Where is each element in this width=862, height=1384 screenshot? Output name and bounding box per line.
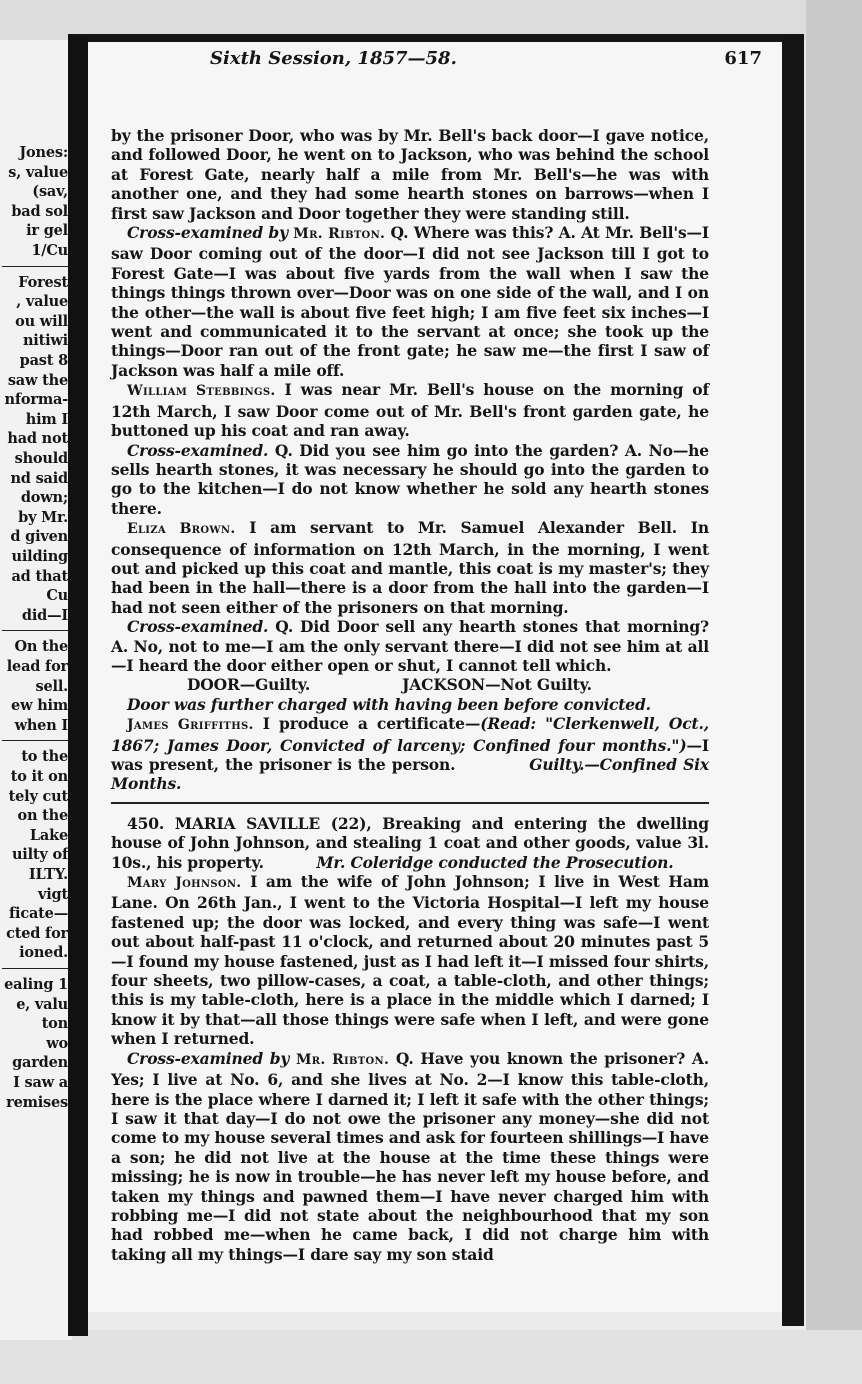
left-page-line: I saw a bbox=[13, 1074, 68, 1091]
prosecution-note: Mr. Coleridge conducted the Prosecution. bbox=[316, 852, 674, 872]
left-page-line: On the bbox=[14, 638, 68, 656]
left-page-line: Forest bbox=[18, 273, 68, 291]
left-page-line: cted for bbox=[6, 924, 68, 942]
left-page-line: nforma- bbox=[4, 391, 68, 409]
left-page-line: (sav, bbox=[32, 183, 68, 201]
left-page-line: ioned. bbox=[19, 944, 68, 962]
left-page-line: ealing 1 bbox=[4, 976, 68, 993]
left-page-line: when I bbox=[14, 716, 68, 734]
paragraph-text: Q. Did Door sell any hearth stones that morning? A. No, not to me—I am the only servant there—I did not see him at all—I heard the door either open or shut, I cannot tell which. bbox=[111, 617, 709, 675]
witness-name: Mary Johnson. bbox=[127, 875, 242, 892]
paragraph bbox=[111, 223, 709, 380]
left-page-line: remises bbox=[6, 1093, 68, 1111]
paragraph-text: I am servant to Mr. Samuel Alexander Bell. In consequence of information on 12th March, in the morning, I went out and picked up this coat and mantle, this coat is my master's; they had been in the hall—there is a door from the hall into the garden—I had not seen either of the prisoners on that morning. bbox=[111, 518, 709, 617]
cross-exam-label: Cross-examined by bbox=[127, 1048, 290, 1068]
sentence: Guilty.—Confined Six Months. bbox=[111, 755, 709, 794]
left-page-line: sell. bbox=[35, 677, 68, 695]
page-body bbox=[111, 126, 709, 1264]
book-gutter bbox=[68, 36, 88, 1336]
left-page-line: saw the bbox=[7, 371, 68, 389]
left-page-line: bad sol bbox=[11, 202, 68, 220]
left-page-line: down; bbox=[20, 489, 68, 507]
left-page-line: ou will bbox=[15, 312, 68, 330]
case-number: 450. bbox=[127, 813, 165, 833]
defendant-name: MARIA SAVILLE (22), bbox=[174, 813, 372, 833]
left-page-line: nd said bbox=[10, 469, 68, 487]
left-page-line: Lake bbox=[29, 826, 68, 844]
paragraph-text: Door was further charged with having been before convicted. bbox=[127, 694, 651, 714]
verdict-door: DOOR—Guilty. bbox=[187, 675, 311, 695]
left-page-line: to it on bbox=[10, 768, 68, 785]
case-heading bbox=[111, 814, 709, 872]
certificate-text: (Read: "Clerkenwell, Oct., 1867; James Door, Convicted of larceny; Confined four months.") bbox=[111, 714, 710, 755]
left-page-line: Jones: bbox=[19, 144, 68, 161]
left-page-line: uilding bbox=[11, 548, 68, 565]
left-page-line: did—I bbox=[21, 606, 68, 624]
left-page-line: ad that bbox=[11, 567, 68, 585]
left-page-line: ficate— bbox=[9, 905, 68, 923]
left-page-line: by Mr. bbox=[18, 508, 68, 526]
paragraph-text: I produce a certificate— bbox=[253, 714, 481, 734]
left-page-line: s, value bbox=[8, 163, 68, 181]
left-page-line: garden bbox=[12, 1054, 68, 1072]
left-page-line: 1/Cu bbox=[31, 242, 68, 259]
paragraph-text: —I was present, the prisoner is the person. bbox=[111, 735, 709, 774]
witness-name: William Stebbings. bbox=[127, 383, 276, 400]
left-page-line: wo bbox=[46, 1034, 68, 1052]
left-page-line: e, valu bbox=[16, 995, 68, 1013]
left-page-line: had not bbox=[7, 430, 68, 448]
counsel-name: Mr. Ribton. bbox=[295, 1051, 390, 1068]
case-charge: Breaking and entering the dwelling house of John Johnson, and stealing 1 coat and other goods, value 3l. 10s., his property. bbox=[111, 813, 709, 872]
book-edge-top bbox=[68, 34, 804, 42]
page-number: 617 bbox=[724, 48, 762, 69]
case-divider bbox=[111, 802, 709, 804]
paragraph bbox=[111, 518, 709, 617]
left-page-line: ton bbox=[41, 1015, 68, 1033]
left-page-line: Cu bbox=[46, 587, 68, 605]
left-page-line: vigt bbox=[38, 885, 68, 903]
scan-bottom-margin bbox=[0, 1330, 862, 1384]
paragraph bbox=[111, 126, 709, 223]
paragraph-text: Q. Have you known the prisoner? A. Yes; I live at No. 6, and she lives at No. 2—I know this table-cloth, here is the place where I darned it; I left it safe with the other things; I saw it that day—I do not owe the prisoner any money—she did not come to my house several times and ask for fourteen shillings—I have a son; he did not live at the house at the time these things were missing; he is now in trouble—he has never left my house before, and taken my things and pawned them—I have never charged him with robbing me—I did not state about the neighbourhood that my son had robbed me—when he came back, I did not charge him with taking all my things—I dare say my son staid bbox=[111, 1048, 709, 1264]
left-page-line: ew him bbox=[11, 697, 68, 715]
paragraph bbox=[111, 714, 709, 794]
left-page-line: , value bbox=[16, 293, 68, 311]
cross-exam-label: Cross-examined by bbox=[127, 223, 288, 243]
paragraph bbox=[111, 695, 709, 714]
cross-exam-label: Cross-examined. bbox=[127, 617, 269, 637]
witness-name: James Griffiths. bbox=[127, 717, 254, 734]
left-page-line: ILTY. bbox=[28, 866, 68, 883]
paragraph-text: Q. Where was this? A. At Mr. Bell's—I saw Door coming out of the door—I did not see Jackson till I got to Forest Gate—I was about five yards from the wall when I saw the things things thrown over—Door was on one side of the wall, and I on the other—the wall is about five feet high; I am five feet six inches—I went and communicated it to the servant at once; she took up the things—Door ran out of the front gate; he saw me—the first I saw of Jackson was half a mile off. bbox=[111, 223, 709, 380]
paragraph-text: I am the wife of John Johnson; I live in West Ham Lane. On 26th Jan., I went to the Victoria Hospital—I left my house fastened up; the door was locked, and every thing was safe—I went out about half-past 11 o'clock, and returned about 20 minutes past 5—I found my house fastened, just as I had left it—I missed four shirts, four sheets, two pillow-cases, a coat, a table-cloth, and other things; this is my table-cloth, here is a place in the middle which I darned; I know it by that—all those things were safe when I left, and were gone when I returned. bbox=[111, 872, 710, 1049]
left-page-rule bbox=[2, 266, 72, 267]
paragraph bbox=[111, 380, 709, 440]
verdict-line bbox=[111, 675, 709, 694]
book-edge-right bbox=[782, 36, 804, 1326]
paragraph bbox=[111, 441, 709, 519]
left-page-line: him I bbox=[25, 410, 68, 428]
scan-right-margin bbox=[806, 0, 862, 1384]
paragraph bbox=[111, 1049, 709, 1264]
witness-name: Eliza Brown. bbox=[127, 521, 236, 538]
running-title: Sixth Session, 1857—58. bbox=[210, 48, 457, 69]
paragraph bbox=[111, 872, 709, 1049]
left-page-rule bbox=[2, 968, 72, 969]
left-page-line: nitiwi bbox=[22, 332, 68, 350]
left-page-fragment bbox=[0, 40, 72, 1340]
left-page-rule bbox=[2, 630, 72, 631]
counsel-name: Mr. Ribton. bbox=[293, 226, 386, 243]
left-page-rule bbox=[2, 740, 72, 741]
left-page-line: tely cut bbox=[8, 787, 68, 805]
left-page-line: d given bbox=[10, 528, 68, 546]
paragraph-text: I was near Mr. Bell's house on the morning of 12th March, I saw Door come out of Mr. Bell's front garden gate, he buttoned up his coat and ran away. bbox=[111, 380, 709, 441]
paragraph-text: by the prisoner Door, who was by Mr. Bell's back door—I gave notice, and followed Door, he went on to Jackson, who was behind the school at Forest Gate, nearly half a mile from Mr. Bell's—he was with another one, and they had some hearth stones on barrows—when I first saw Jackson and Door together they were standing still. bbox=[111, 126, 709, 223]
left-page-line: should bbox=[14, 450, 68, 467]
left-page-line: ir gel bbox=[26, 222, 68, 240]
left-page-line: to the bbox=[21, 748, 68, 766]
left-page-line: past 8 bbox=[19, 352, 68, 369]
paragraph-text: Q. Did you see him go into the garden? A. No—he sells hearth stones, it was necessary he should go into the garden to go to the kitchen—I do not know whether he sold any hearth stones there. bbox=[111, 440, 709, 518]
cross-exam-label: Cross-examined. bbox=[127, 440, 269, 460]
left-page-line: on the bbox=[17, 807, 68, 825]
left-page-line: uilty of bbox=[11, 846, 68, 864]
verdict-jackson: JACKSON—Not Guilty. bbox=[402, 675, 592, 695]
paragraph bbox=[111, 617, 709, 675]
left-page-line: lead for bbox=[6, 658, 68, 675]
